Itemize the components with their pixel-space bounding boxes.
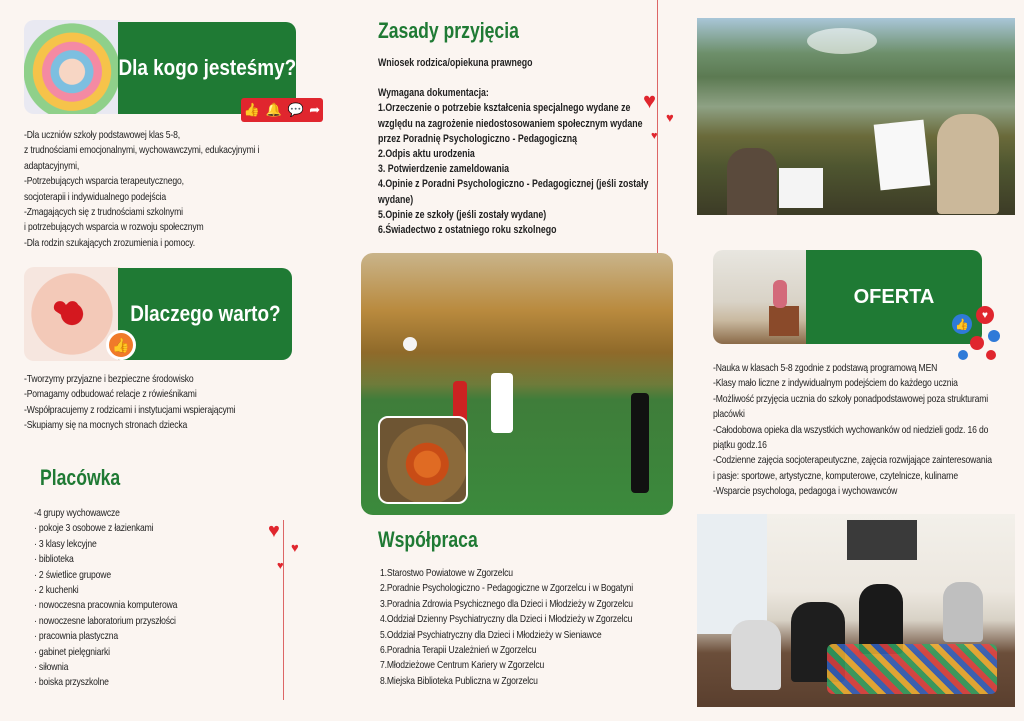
fountain-shape xyxy=(807,28,877,54)
cooperation-line: 4.Oddział Dzienny Psychiatryczny dla Dzieci i Młodzieży w Zgorzelcu xyxy=(380,613,633,626)
cooperation-line: 7.Młodzieżowe Centrum Kariery w Zgorzelcu xyxy=(380,659,545,672)
heart-icon: ♥ xyxy=(277,560,284,572)
who-line: -Dla uczniów szkoły podstawowej klas 5-8, xyxy=(24,129,180,141)
offer-line: -Klasy mało liczne z indywidualnym podejściem do każdego ucznia xyxy=(713,377,958,390)
admission-line: 3. Potwierdzenie zameldowania xyxy=(378,163,510,176)
heart-icon: ♥ xyxy=(268,520,280,542)
offer-line: -Nauka w klasach 5-8 zgodnie z podstawą programową MEN xyxy=(713,362,938,374)
paper-sheet xyxy=(874,120,931,191)
friends-circle-photo xyxy=(24,20,120,114)
student-figure xyxy=(731,620,781,690)
heart-icon: ♥ xyxy=(651,130,658,142)
offer-title: OFERTA xyxy=(853,285,935,308)
why-list xyxy=(24,372,235,434)
facility-line: · 2 świetlice grupowe xyxy=(34,568,111,581)
facility-line: · siłownia xyxy=(34,661,69,674)
who-line: adaptacyjnymi, xyxy=(24,159,80,172)
social-icons-strip xyxy=(241,98,323,122)
child-figure xyxy=(727,148,777,215)
who-title: Dla kogo jesteśmy? xyxy=(118,55,296,80)
books-stack xyxy=(769,306,799,336)
facility-list xyxy=(34,506,177,691)
admission-docs-heading: Wymagana dokumentacja: xyxy=(378,87,489,100)
who-line: -Dla rodzin szukających zrozumienia i pomocy. xyxy=(24,236,195,249)
offer-list xyxy=(713,361,992,500)
like-icon: 👍 xyxy=(952,314,972,334)
offer-line: -Wsparcie psychologa, pedagoga i wychowawców xyxy=(713,485,898,498)
like-icon: 👍 xyxy=(243,102,260,117)
facility-line: · 2 kuchenki xyxy=(34,584,79,597)
cooperation-line: 2.Poradnie Psychologiczno - Pedagogiczne w Zgorzelcu i w Bogatyni xyxy=(380,582,634,595)
who-line: -Zmagających się z trudnościami szkolnymi xyxy=(24,206,183,219)
facility-line: · boiska przyszkolne xyxy=(34,676,109,689)
facility-line: · biblioteka xyxy=(34,553,74,566)
admission-line: 2.Odpis aktu urodzenia xyxy=(378,148,475,161)
facility-line: · nowoczesna pracownia komputerowa xyxy=(34,599,178,612)
divider-line xyxy=(283,520,284,700)
admission-line: 4.Opinie z Poradni Psychologiczno - Pedagogicznej (jeśli zostały xyxy=(378,178,649,191)
heart-icon: ♥ xyxy=(291,540,299,555)
offer-line: -Codzienne zajęcia socjoterapeutyczne, zajęcia rozwijające zainteresowania xyxy=(713,454,992,467)
facility-line: · pokoje 3 osobowe z łazienkami xyxy=(34,522,154,535)
cooperation-list xyxy=(380,566,633,689)
paper-sheet xyxy=(779,168,823,208)
why-line: -Współpracujemy z rodzicami i instytucjami wspierającymi xyxy=(24,403,236,416)
facility-title: Placówka xyxy=(40,465,121,490)
admission-title: Zasady przyjęcia xyxy=(378,18,519,43)
admission-line: 5.Opinie ze szkoły (jeśli zostały wydane) xyxy=(378,208,547,221)
cooperation-line: 5.Oddział Psychiatryczny dla Dzieci i Młodzieży w Sieniawce xyxy=(380,628,602,641)
why-title: Dlaczego warto? xyxy=(129,301,281,326)
telescope-books-photo xyxy=(713,250,809,344)
cooperation-line: 3.Poradnia Zdrowia Psychicznego dla Dzieci i Młodzieży w Zgorzelcu xyxy=(380,597,633,610)
facility-line: · nowoczesne laboratorium przyszłości xyxy=(34,614,176,627)
facility-line: · pracownia plastyczna xyxy=(34,630,118,643)
cooperation-line: 1.Starostwo Powiatowe w Zgorzelcu xyxy=(380,567,513,579)
admission-line: 6.Świadectwo z ostatniego roku szkolnego xyxy=(378,224,557,237)
heart-icon: ❤ xyxy=(52,293,81,331)
cooperation-line: 6.Poradnia Terapii Uzależnień w Zgorzelcu xyxy=(380,644,537,657)
colored-pieces xyxy=(827,644,997,694)
offer-line: placówki xyxy=(713,408,745,421)
who-list xyxy=(24,128,259,251)
cooperation-line: 8.Miejska Biblioteka Publiczna w Zgorzelcu xyxy=(380,674,538,687)
classroom-photo xyxy=(697,514,1015,707)
admission-line: względu na zagrożenie niedostosowaniem społecznym wydane xyxy=(378,117,643,130)
who-line: -Potrzebujących wsparcia terapeutycznego, xyxy=(24,175,184,188)
heart-icon xyxy=(970,336,984,350)
why-line: -Pomagamy odbudować relacje z rówieśnikami xyxy=(24,388,197,401)
offer-line: piątku godz.16 xyxy=(713,439,767,452)
window-shape xyxy=(847,520,917,560)
who-line: socjoterapii i indywidualnego podejścia xyxy=(24,190,166,203)
offer-line: -Możliwość przyjęcia ucznia do szkoły ponadpodstawowej poza strukturami xyxy=(713,392,989,405)
person-figure xyxy=(773,280,787,308)
heart-icon: ♥ xyxy=(666,110,674,125)
heart-icon: ♥ xyxy=(976,306,994,324)
offer-line: -Całodobowa opieka dla wszystkich wychowanków od niedzieli godz. 16 do xyxy=(713,423,989,436)
facility-line: -4 grupy wychowawcze xyxy=(34,507,120,519)
admission-line: przez Poradnię Psychologiczno - Pedagogiczną xyxy=(378,132,578,145)
cooperation-title: Współpraca xyxy=(378,527,478,552)
thumbs-up-icon: 👍 xyxy=(106,330,136,360)
heart-icon: ♥ xyxy=(643,88,657,113)
student-figure xyxy=(943,582,983,642)
share-icon: ➦ xyxy=(309,102,321,117)
like-icon xyxy=(958,350,968,360)
admission-block xyxy=(378,56,648,238)
like-icon xyxy=(988,330,1000,342)
facility-line: · gabinet pielęgniarki xyxy=(34,645,110,658)
why-banner xyxy=(118,268,292,360)
offer-line: i pasje: sportowe, artystyczne, komputerowe, czytelnicze, kulinarne xyxy=(713,469,959,482)
autumn-leaf-photo xyxy=(378,416,468,504)
player-figure xyxy=(631,393,649,493)
player-figure xyxy=(491,373,513,433)
admission-intro: Wniosek rodzica/opiekuna prawnego xyxy=(378,57,533,69)
why-line: -Skupiamy się na mocnych stronach dziecka xyxy=(24,419,188,432)
comment-icon: 💬 xyxy=(287,102,304,117)
bell-icon: 🔔 xyxy=(265,102,282,117)
window-shape xyxy=(697,514,767,634)
why-line: -Tworzymy przyjazne i bezpieczne środowisko xyxy=(24,373,194,385)
admission-line: wydane) xyxy=(378,193,414,206)
ball-icon xyxy=(403,337,417,351)
heart-icon xyxy=(986,350,996,360)
child-figure xyxy=(937,114,999,214)
pond-drawing-photo xyxy=(697,18,1015,215)
admission-line: 1.Orzeczenie o potrzebie kształcenia specjalnego wydane ze xyxy=(378,102,631,115)
facility-line: · 3 klasy lekcyjne xyxy=(34,537,97,550)
who-line: i potrzebujących wsparcia w rozwoju społecznym xyxy=(24,221,204,234)
who-line: z trudnościami emocjonalnymi, wychowawczymi, edukacyjnymi i xyxy=(24,144,260,157)
